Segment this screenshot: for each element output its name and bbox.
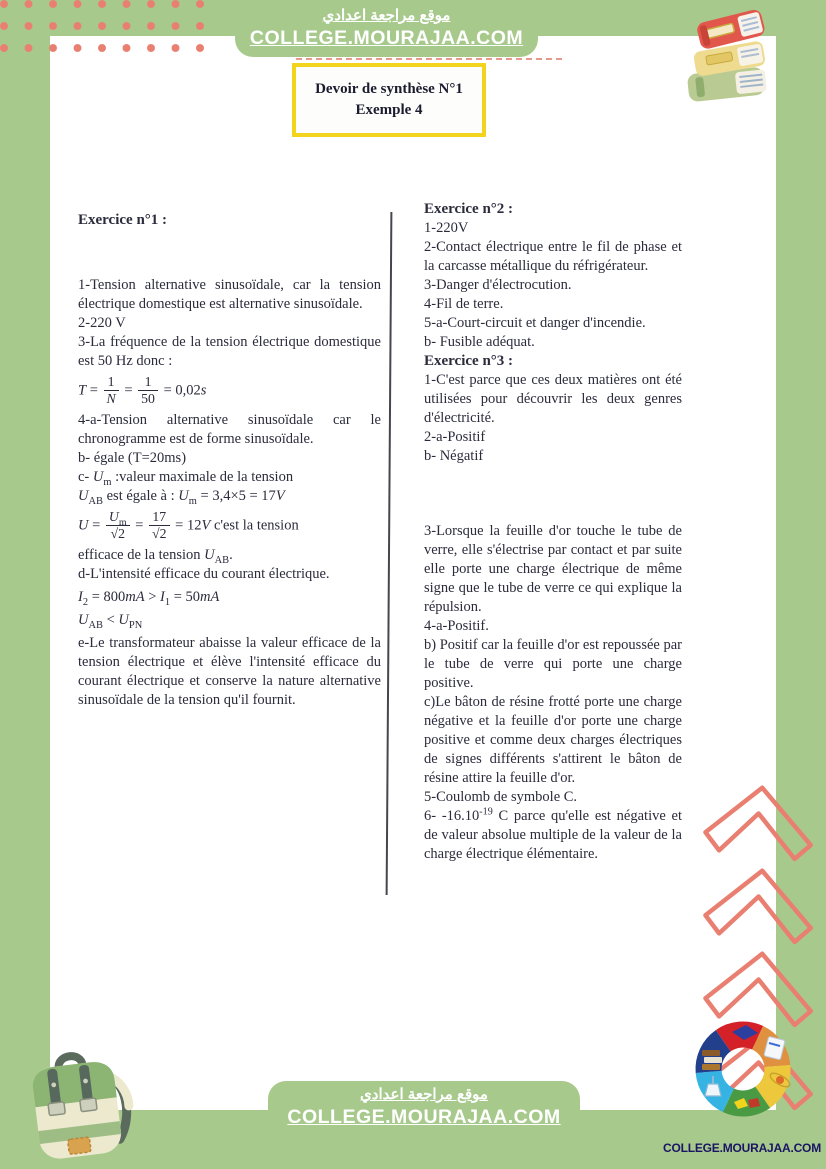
- books-stack-icon: [684, 4, 776, 106]
- doc-formula: $I_2 = 800mA > I_1 = 50mA$: [78, 588, 220, 609]
- doc-paragraph: 4-a-Tension alternative sinusoïdale car le chronogramme est de forme sinusoïdale.: [78, 411, 381, 447]
- subjects-ring-logo: [690, 1016, 796, 1122]
- doc-paragraph: b) Positif car la feuille d'or est repoussée par le tube de verre qui porte une charge positive.: [424, 637, 682, 691]
- doc-heading: Exercice n°2 :: [424, 201, 514, 217]
- doc-paragraph: 4-Fil de terre.: [424, 296, 504, 312]
- doc-paragraph: efficace de la tension $U_{AB}$.: [78, 546, 233, 567]
- doc-paragraph: 1-C'est parce que ces deux matières ont été utilisées pour découvrir les deux genres d'électricité.: [424, 372, 682, 426]
- doc-heading: Exercice n°3 :: [424, 353, 514, 369]
- doc-formula: T = $\frac{1}{N}$ = $\frac{1}{50}$ = 0,02s: [78, 374, 207, 407]
- footer-site-links: [244, 1085, 604, 1129]
- footer-site-title-arabic-link[interactable]: موقع مراجعة اعدادي: [360, 1086, 488, 1103]
- fraction: $\frac{1}{N}$: [104, 375, 119, 407]
- doc-paragraph: b- égale (T=20ms): [78, 449, 187, 466]
- fraction: $\frac{U_m}{√2}$: [106, 510, 130, 542]
- doc-paragraph: 2-Contact électrique entre le fil de phase et la carcasse métallique du réfrigérateur.: [424, 239, 682, 274]
- doc-paragraph: $U_{AB}$ est égale à : $U_m = 3,4\times 5 = 17V$: [78, 487, 285, 508]
- doc-paragraph: 4-a-Positif.: [424, 618, 489, 634]
- fraction: $\frac{1}{50}$: [138, 375, 158, 407]
- doc-paragraph: d-L'intensité efficace du courant électrique.: [78, 565, 330, 582]
- backpack-icon: [12, 1040, 146, 1169]
- doc-heading: Exercice n°1 :: [78, 212, 168, 228]
- document-title-box: [292, 63, 486, 137]
- column-divider-line: [386, 212, 393, 895]
- doc-paragraph: 5-Coulomb de symbole C.: [424, 789, 578, 805]
- doc-paragraph: c- $U_m$ :valeur maximale de la tension: [78, 468, 294, 489]
- logo-caption: COLLEGE.MOURAJAA.COM: [662, 1141, 821, 1155]
- doc-paragraph: e-Le transformateur abaisse la valeur efficace de la tension électrique et élève l'intensité efficace du courant électrique et conserve la nature alternative sinusoïdale de la tension qu'il fournit.: [78, 634, 381, 708]
- doc-paragraph: 3-La fréquence de la tension électrique domestique est 50 Hz donc :: [78, 334, 381, 369]
- title-line-2: Exemple 4: [355, 102, 423, 118]
- header-site-domain-link[interactable]: COLLEGE.MOURAJAA.COM: [249, 27, 524, 49]
- header-band-step: [538, 0, 648, 36]
- dots-pattern: [0, 0, 214, 58]
- footer-site-domain-link[interactable]: COLLEGE.MOURAJAA.COM: [287, 1106, 561, 1128]
- doc-paragraph: 5-a-Court-circuit et danger d'incendie.: [424, 315, 646, 331]
- small-books-icon: [702, 1050, 722, 1070]
- doc-paragraph: 1-220V: [424, 220, 469, 236]
- doc-formula: $U_{AB} < U_{PN}$: [78, 611, 143, 632]
- doc-paragraph: 3-Danger d'électrocution.: [424, 277, 572, 293]
- fraction: $\frac{17}{√2}$: [149, 510, 169, 542]
- doc-paragraph: 6- $-16.10^{-19}$ C parce qu'elle est négative et de valeur absolue multiple de la valeur de la charge électrique élémentaire.: [424, 806, 682, 862]
- title-line-1: Devoir de synthèse N°1: [315, 81, 463, 97]
- doc-formula: U = $\frac{U_m}{√2}$ = $\frac{17}{√2}$ = 12V c'est la tension: [78, 508, 299, 542]
- header-site-links: [235, 6, 538, 50]
- answers-column-right: [424, 200, 682, 864]
- header-site-title-arabic-link[interactable]: موقع مراجعة اعدادي: [322, 7, 451, 24]
- doc-paragraph: 2-220 V: [78, 315, 126, 331]
- doc-paragraph: b- Fusible adéquat.: [424, 334, 535, 350]
- doc-paragraph: 2-a-Positif: [424, 429, 486, 445]
- doc-paragraph: 3-Lorsque la feuille d'or touche le tube de verre, elle s'électrise par contact et par suite elle porte une charge électrique de même signe que le tube de verre ce qui explique la répulsion.: [424, 523, 682, 615]
- answers-column-left: [78, 211, 381, 710]
- doc-paragraph: b- Négatif: [424, 448, 484, 464]
- left-green-border: [0, 0, 50, 1169]
- header-dashed-divider: [296, 58, 562, 60]
- doc-paragraph: c)Le bâton de résine frotté porte une charge négative et la feuille d'or porte une charge positive et comme deux charges électriques de signes différents s'attirent le bâton de résine attire la feuille d'or.: [424, 694, 682, 786]
- doc-paragraph: 1-Tension alternative sinusoïdale, car la tension électrique domestique est alternative sinusoïdale.: [78, 277, 381, 312]
